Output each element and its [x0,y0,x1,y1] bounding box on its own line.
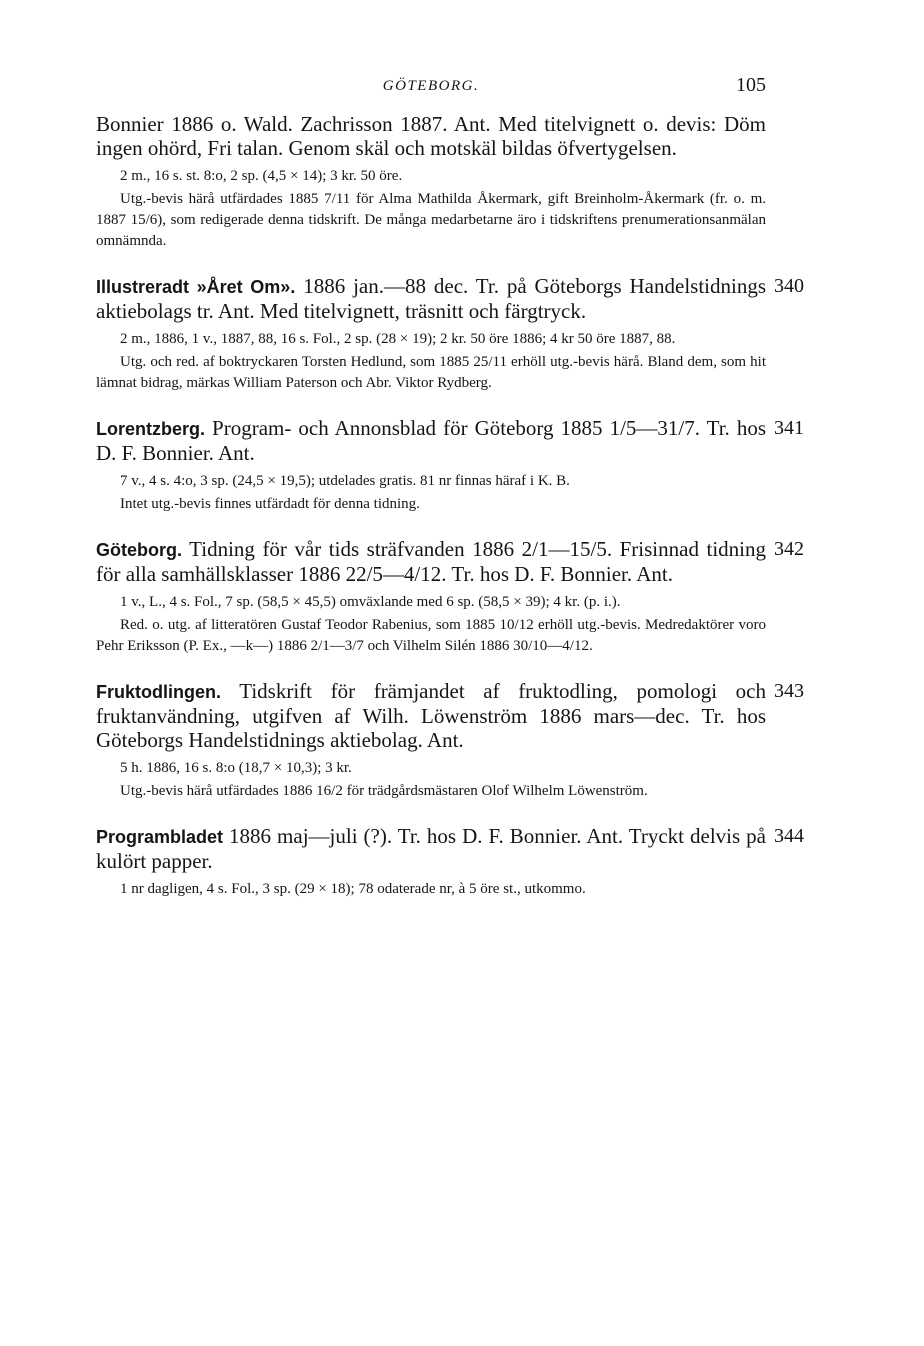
entry-number: 340 [774,275,804,297]
entry-lead-text: Tidskrift för främjandet af fruktodling, pomologi och fruktanvändning, utgifven af Wilh. Löwenström 1886 mars—dec. Tr. hos Göteborgs Handelstidnings aktiebolag. Ant. [96,679,766,752]
entry-note: 1 v., L., 4 s. Fol., 7 sp. (58,5 × 45,5) omväxlande med 6 sp. (58,5 × 39); 4 kr. (p. i.). [120,594,621,610]
entry-title: Göteborg. [96,540,182,560]
entry-344 [96,824,804,900]
entry-continued [96,112,766,252]
entry-note: 7 v., 4 s. 4:o, 3 sp. (24,5 × 19,5); utdelades gratis. 81 nr finnas häraf i K. B. [120,473,570,489]
entry-note: Utg.-bevis härå utfärdades 1885 7/11 för Alma Mathilda Åkermark, gift Breinholm-Åkermark (fr. o. m. 1887 15/6), som redigerade denna tidskrift. De många medarbetarne äro i tidskriftens prenumerationsanmälan omnämnda. [96,191,766,249]
entry-note: Utg. och red. af boktryckaren Torsten Hedlund, som 1885 25/11 erhöll utg.-bevis härå. Bland dem, som hit lämnat bidrag, märkas William Paterson och Abr. Viktor Rydberg. [96,354,766,391]
page-number: 105 [736,74,766,96]
page-body [96,112,804,922]
entry-note: Red. o. utg. af litteratören Gustaf Teodor Rabenius, som 1885 10/12 erhöll utg.-bevis. Medredaktörer voro Pehr Eriksson (P. Ex., —k—) 1886 2/1—3/7 och Vilhelm Silén 1886 30/10—4/12. [96,617,766,654]
entry-note: 1 nr dagligen, 4 s. Fol., 3 sp. (29 × 18); 78 odaterade nr, à 5 öre st., utkommo. [120,881,586,897]
entry-note: Utg.-bevis härå utfärdades 1886 16/2 för trädgårdsmästaren Olof Wilhelm Löwenström. [120,783,648,799]
entry-343 [96,679,804,802]
entry-title: Lorentzberg. [96,419,206,439]
entry-note: 2 m., 16 s. st. 8:o, 2 sp. (4,5 × 14); 3 kr. 50 öre. [120,168,403,184]
running-title: GÖTEBORG. [382,78,480,94]
entry-lead-text: Tidning för vår tids sträfvanden 1886 2/1—15/5. Frisinnad tidning för alla samhällsklasser 1886 22/5—4/12. Tr. hos D. F. Bonnier. Ant. [96,537,766,586]
entry-342 [96,537,804,657]
entry-340 [96,274,804,394]
page-header [96,72,766,104]
entry-lead-text: 1886 maj—juli (?). Tr. hos D. F. Bonnier. Ant. Tryckt delvis på kulört papper. [96,824,766,873]
entry-title: Programbladet [96,827,224,847]
entry-title: Fruktodlingen. [96,682,221,702]
entry-number: 343 [774,680,804,702]
entry-lead [96,679,766,752]
entry-title: Illustreradt »Året Om». [96,277,296,297]
entry-note: 2 m., 1886, 1 v., 1887, 88, 16 s. Fol., 2 sp. (28 × 19); 2 kr. 50 öre 1886; 4 kr 50 öre 1887, 88. [120,331,676,347]
entry-note: Intet utg.-bevis finnes utfärdadt för denna tidning. [120,496,420,512]
entry-lead [96,416,766,465]
entry-lead [96,824,766,873]
entry-341 [96,416,804,515]
entry-lead-text: Program- och Annonsblad för Göteborg 1885 1/5—31/7. Tr. hos D. F. Bonnier. Ant. [96,416,766,465]
entry-lead-text: 1886 jan.—88 dec. Tr. på Göteborgs Handelstidnings aktiebolags tr. Ant. Med titelvignett, träsnitt och färgtryck. [96,274,766,323]
entry-number: 342 [774,538,804,560]
entry-number: 344 [774,825,804,847]
entry-lead [96,537,766,586]
entry-number: 341 [774,417,804,439]
entry-lead [96,274,766,323]
entry-lead: Bonnier 1886 o. Wald. Zachrisson 1887. Ant. Med titelvignett o. devis: Döm ingen ohörd, Fri talan. Genom skäl och motskäl bildas öfvertygelsen. [96,112,766,160]
entry-note: 5 h. 1886, 16 s. 8:o (18,7 × 10,3); 3 kr. [120,760,352,776]
